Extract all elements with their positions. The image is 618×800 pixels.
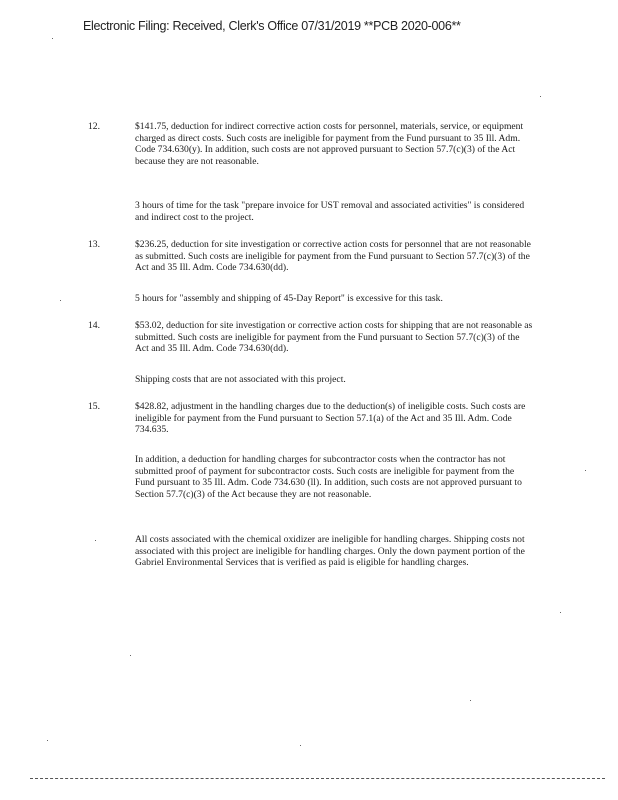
scan-speck <box>60 300 61 301</box>
item-paragraph: $428.82, adjustment in the handling charges due to the deduction(s) of ineligible costs. Such costs are ineligible for payment from the Fund pursuant to Section 57.1(a) of the Act and 35 Ill. Adm. Code 734.635. <box>135 401 526 436</box>
item-paragraph: $53.02, deduction for site investigation or corrective action costs for shipping that are not reasonable as submitted. Such costs are ineligible for payment from the Fund pursuant to Section 57.7(c)(3) of the Act and 35 Ill. Adm. Code 734.630(dd). <box>135 320 533 355</box>
item-paragraph: Shipping costs that are not associated with this project. <box>135 374 346 385</box>
filing-stamp: Electronic Filing: Received, Clerk's Office 07/31/2019 **PCB 2020-006** <box>83 19 461 33</box>
item-paragraph: 5 hours for "assembly and shipping of 45-Day Report" is excessive for this task. <box>135 293 443 304</box>
scan-speck <box>560 612 561 613</box>
scan-speck <box>52 38 53 39</box>
item-paragraph: $141.75, deduction for indirect corrective action costs for personnel, materials, service, or equipment charged as direct costs. Such costs are ineligible for payment from the Fund pursuant to 35 Ill. Adm. Code 734.630(y). In addition, such costs are not approved pursuant to Section 57.7(c)(3) of the Act because they are not reasonable. <box>135 121 524 167</box>
item-number: 12. <box>88 121 100 132</box>
scan-speck <box>130 655 131 656</box>
scan-speck <box>540 96 541 97</box>
item-number: 14. <box>88 320 100 331</box>
item-number: 15. <box>88 401 100 412</box>
page-bottom-rule <box>30 778 605 779</box>
scan-speck <box>300 745 301 746</box>
scan-speck <box>95 540 96 541</box>
item-paragraph: $236.25, deduction for site investigation or corrective action costs for personnel that are not reasonable as submitted. Such costs are ineligible for payment from the Fund pursuant to Section 57.7(c)(3) of the Act and 35 Ill. Adm. Code 734.630(dd). <box>135 239 531 274</box>
scan-speck <box>470 700 471 701</box>
item-paragraph: 3 hours of time for the task "prepare invoice for UST removal and associated activities" is considered and indirect cost to the project. <box>135 200 525 223</box>
item-number: 13. <box>88 239 100 250</box>
scan-speck <box>47 740 48 741</box>
scan-speck <box>585 470 586 471</box>
item-paragraph: All costs associated with the chemical oxidizer are ineligible for handling charges. Shipping costs not associated with this project are ineligible for handling charges. Only the down payment portion of the Gabriel Environmental Services that is verified as paid is eligible for handling charges. <box>135 534 525 569</box>
item-paragraph: In addition, a deduction for handling charges for subcontractor costs when the contractor has not submitted proof of payment for subcontractor costs. Such costs are ineligible for payment from the Fund pursuant to 35 Ill. Adm. Code 734.630 (ll). In addition, such costs are not approved pursuant to Section 57.7(c)(3) of the Act because they are not reasonable. <box>135 454 522 500</box>
